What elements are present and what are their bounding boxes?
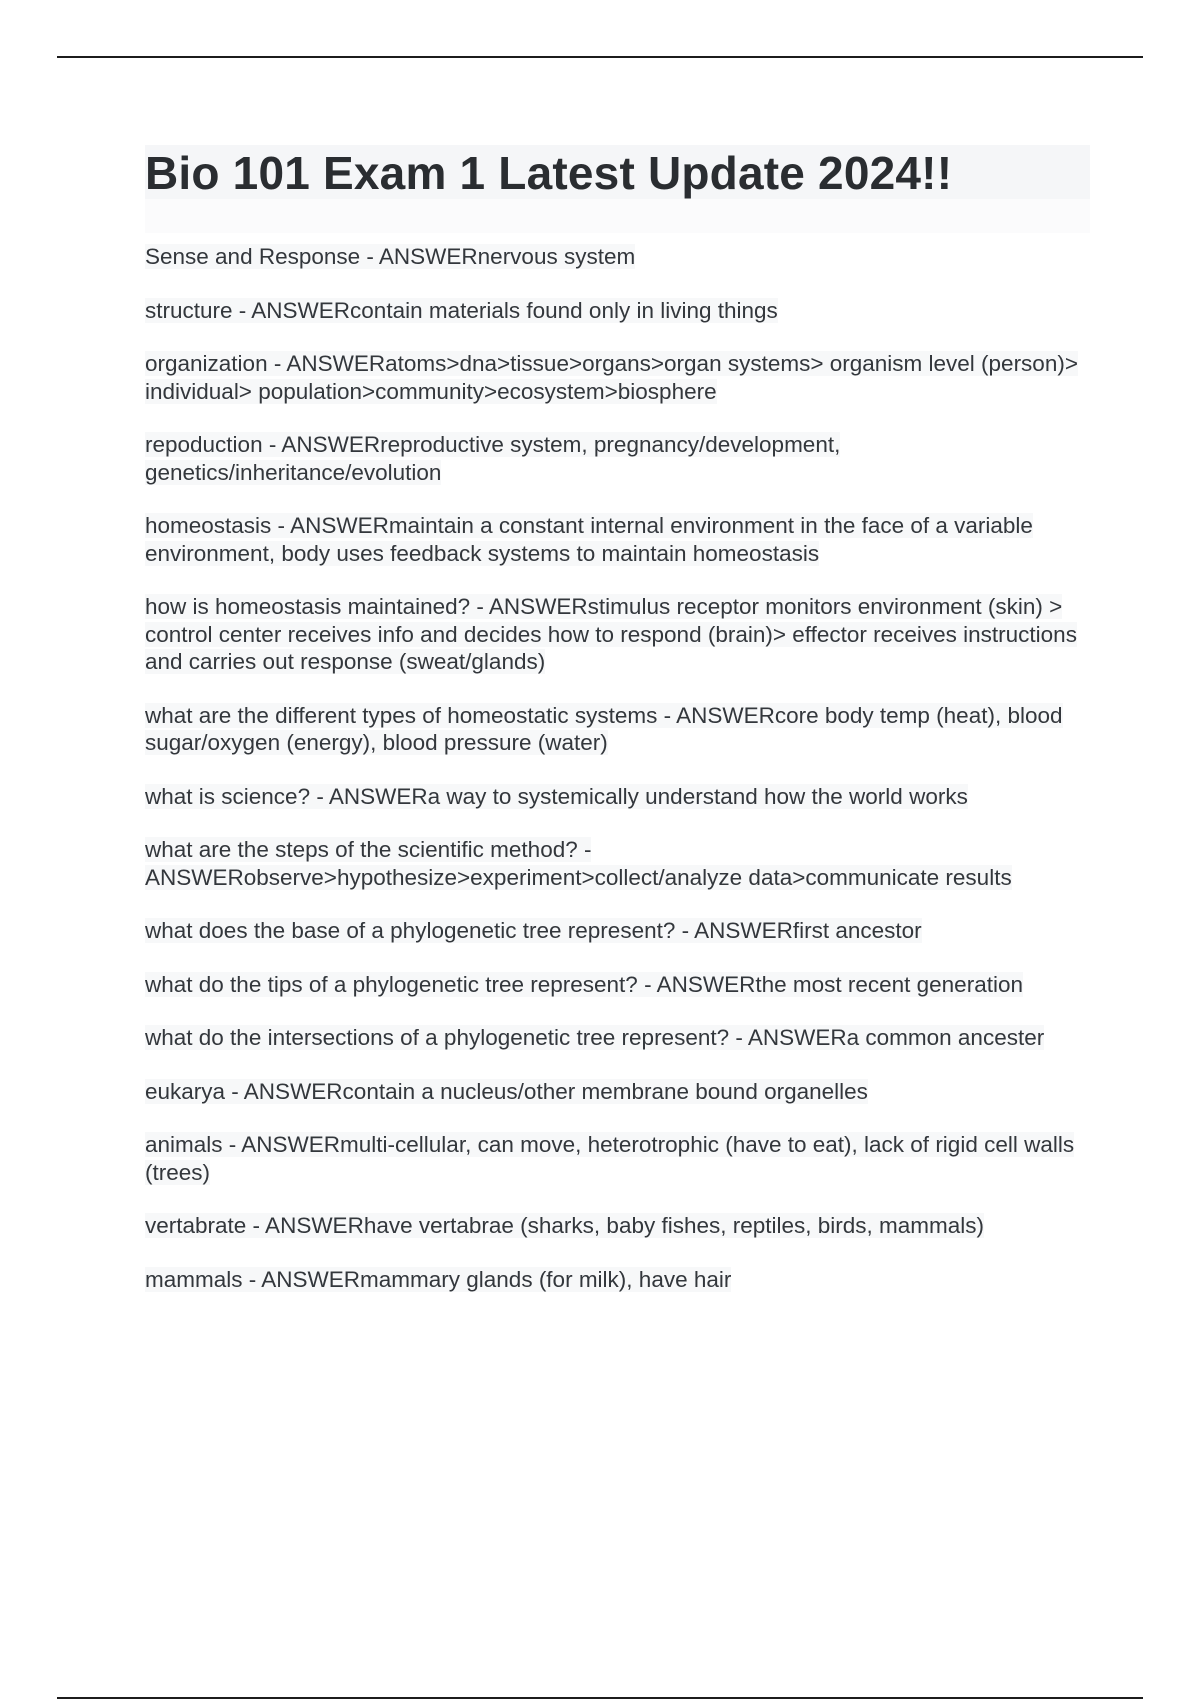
qa-item xyxy=(145,243,1090,271)
document-body xyxy=(145,145,1090,1319)
qa-text: vertabrate - ANSWERhave vertabrae (sharks, baby fishes, reptiles, birds, mammals) xyxy=(145,1213,985,1238)
title-shade xyxy=(145,199,1090,233)
qa-item xyxy=(145,917,1090,945)
qa-item xyxy=(145,512,1090,567)
qa-item xyxy=(145,1212,1090,1240)
qa-text: homeostasis - ANSWERmaintain a constant internal environment in the face of a variable environment, body uses feedback systems to maintain homeostasis xyxy=(145,513,1033,566)
qa-text: eukarya - ANSWERcontain a nucleus/other membrane bound organelles xyxy=(145,1078,868,1104)
top-divider xyxy=(57,56,1143,58)
qa-text: animals - ANSWERmulti-cellular, can move, heterotrophic (have to eat), lack of rigid cell walls (trees) xyxy=(145,1132,1075,1185)
qa-text: mammals - ANSWERmammary glands (for milk), have hair xyxy=(145,1266,732,1292)
qa-text: organization - ANSWERatoms>dna>tissue>organs>organ systems> organism level (person)> individual> population>community>ecosystem>biosphere xyxy=(145,351,1078,404)
qa-item xyxy=(145,836,1090,891)
qa-item xyxy=(145,350,1090,405)
qa-text: what does the base of a phylogenetic tree represent? - ANSWERfirst ancestor xyxy=(145,918,922,943)
qa-text: how is homeostasis maintained? - ANSWERstimulus receptor monitors environment (skin) > control center receives info and decides how to respond (brain)> effector receives instructions and carries out response (sweat/glands) xyxy=(145,594,1077,674)
qa-item xyxy=(145,297,1090,325)
qa-text: what do the intersections of a phylogenetic tree represent? - ANSWERa common ancester xyxy=(145,1025,1045,1050)
qa-text: repoduction - ANSWERreproductive system, pregnancy/development, genetics/inheritance/evolution xyxy=(145,432,841,485)
qa-text: what are the steps of the scientific method? - ANSWERobserve>hypothesize>experiment>collect/analyze data>communicate results xyxy=(145,837,1012,890)
qa-item xyxy=(145,1266,1090,1294)
qa-item xyxy=(145,1024,1090,1052)
qa-text: what are the different types of homeostatic systems - ANSWERcore body temp (heat), blood sugar/oxygen (energy), blood pressure (water) xyxy=(145,702,1063,755)
qa-item xyxy=(145,1131,1090,1186)
qa-text: what is science? - ANSWERa way to systemically understand how the world works xyxy=(145,783,968,809)
qa-text: structure - ANSWERcontain materials found only in living things xyxy=(145,297,778,323)
bottom-divider xyxy=(57,1697,1143,1699)
page-title: Bio 101 Exam 1 Latest Update 2024!! xyxy=(145,147,953,199)
qa-list xyxy=(145,243,1090,1293)
qa-text: what do the tips of a phylogenetic tree represent? - ANSWERthe most recent generation xyxy=(145,971,1023,997)
qa-text: Sense and Response - ANSWERnervous system xyxy=(145,244,636,269)
qa-item xyxy=(145,593,1090,676)
qa-item xyxy=(145,1078,1090,1106)
title-block xyxy=(145,145,1090,199)
qa-item xyxy=(145,431,1090,486)
qa-item xyxy=(145,702,1090,757)
qa-item xyxy=(145,971,1090,999)
qa-item xyxy=(145,783,1090,811)
